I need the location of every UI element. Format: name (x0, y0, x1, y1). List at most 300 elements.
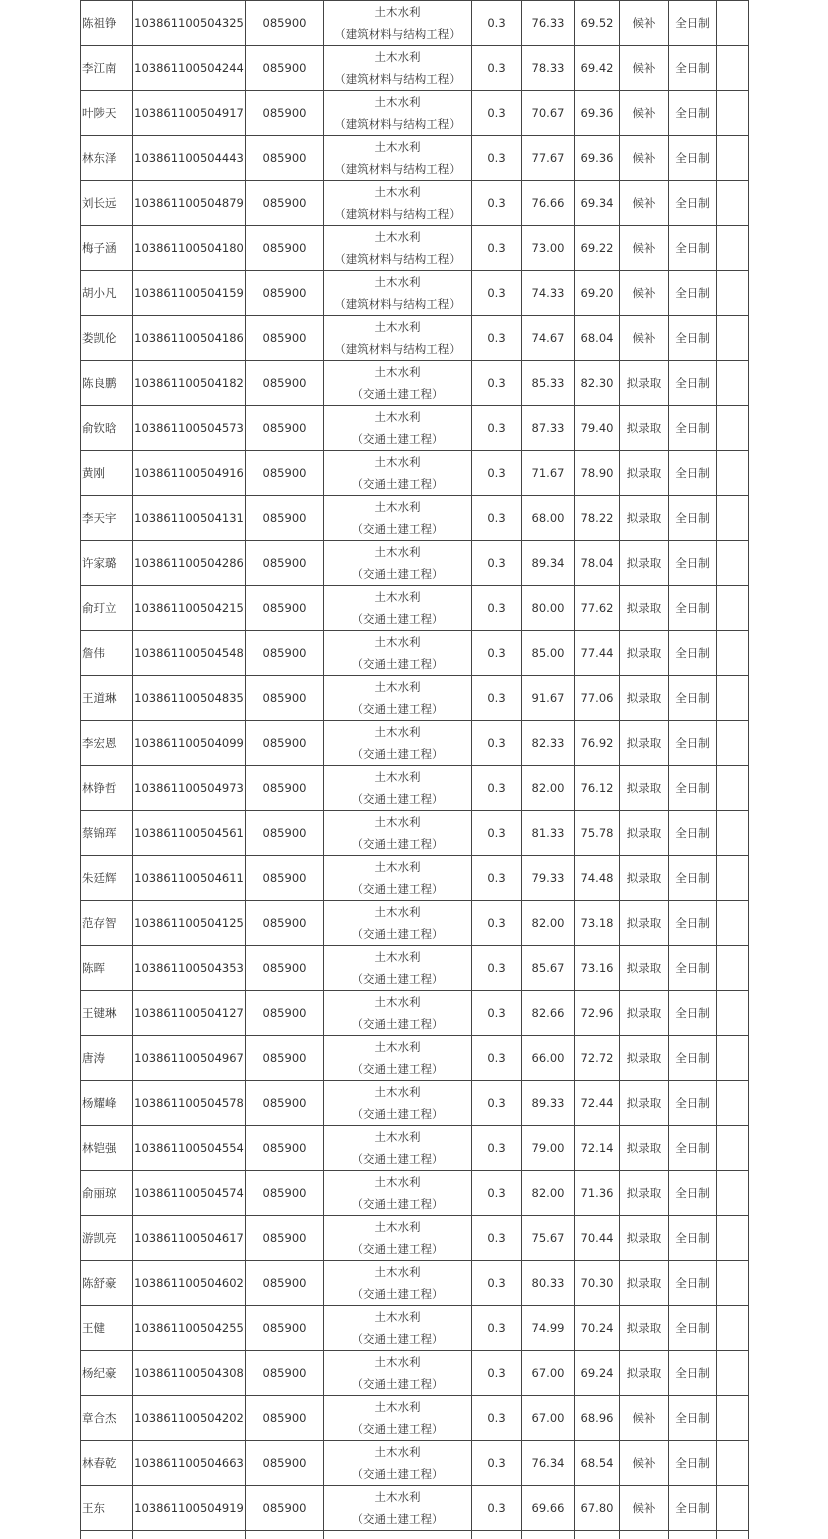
cell-remark (717, 46, 749, 91)
cell-major-code: 085900 (246, 541, 324, 586)
cell-major-code: 085900 (246, 1441, 324, 1486)
cell-status: 拟录取 (620, 1306, 669, 1351)
major-line-1: 土木水利 (324, 1171, 471, 1193)
cell-interview-score: 78.33 (522, 46, 575, 91)
table-row (81, 856, 749, 901)
cell-status: 候补 (620, 1396, 669, 1441)
cell-major-code: 085900 (246, 631, 324, 676)
cell-status: 拟录取 (620, 1126, 669, 1171)
major-line-1: 土木水利 (324, 136, 471, 158)
major-line-2: （交通土建工程） (324, 1238, 471, 1260)
cell-name: 俞钦晗 (81, 406, 133, 451)
cell-major-code: 085900 (246, 451, 324, 496)
cell-name: 陈舒豪 (81, 1261, 133, 1306)
cell-name: 娄凯伦 (81, 316, 133, 361)
major-line-1: 土木水利 (324, 361, 471, 383)
cell-weight: 0.3 (472, 991, 522, 1036)
cell-remark (717, 586, 749, 631)
cell-status: 拟录取 (620, 991, 669, 1036)
cell-exam-id: 103861100504602 (133, 1261, 246, 1306)
cell-major-code: 085900 (246, 1216, 324, 1261)
cell-remark (717, 946, 749, 991)
cell-study-mode: 全日制 (669, 721, 717, 766)
cell-major-code: 085900 (246, 1261, 324, 1306)
cell-weight: 0.3 (472, 91, 522, 136)
cell-name: 王东 (81, 1486, 133, 1531)
cell-major-code: 085900 (246, 946, 324, 991)
cell-study-mode: 全日制 (669, 586, 717, 631)
major-line-1: 土木水利 (324, 1, 471, 23)
admission-list-sheet (80, 0, 748, 1539)
table-row (81, 1036, 749, 1081)
major-line-2: （交通土建工程） (324, 1148, 471, 1170)
cell-weight: 0.3 (472, 1126, 522, 1171)
cell-status: 拟录取 (620, 811, 669, 856)
cell-total-score: 69.52 (575, 1, 620, 46)
cell-status: 候补 (620, 1486, 669, 1531)
cell-total-score: 67.80 (575, 1486, 620, 1531)
cell-status: 拟录取 (620, 676, 669, 721)
major-line-1: 土木水利 (324, 406, 471, 428)
cell-study-mode: 全日制 (669, 991, 717, 1036)
major-line-1: 土木水利 (324, 1486, 471, 1508)
cell-weight: 0.3 (472, 1171, 522, 1216)
cell-name: 王道琳 (81, 676, 133, 721)
cell-study-mode: 全日制 (669, 361, 717, 406)
cell-major-code: 085900 (246, 271, 324, 316)
cell-major (324, 856, 472, 901)
cell-total-score: 70.44 (575, 1216, 620, 1261)
cell-exam-id: 103861100504973 (133, 766, 246, 811)
cell-study-mode: 全日制 (669, 1081, 717, 1126)
cell-name: 黄刚 (81, 451, 133, 496)
cell-total-score: 78.04 (575, 541, 620, 586)
table-row (81, 1396, 749, 1441)
cell-major (324, 316, 472, 361)
cell-remark (717, 1441, 749, 1486)
cell-major-code: 085900 (246, 496, 324, 541)
cell-weight: 0.3 (472, 361, 522, 406)
cell-study-mode: 全日制 (669, 766, 717, 811)
cell-weight: 0.3 (472, 1486, 522, 1531)
cell-major (324, 1036, 472, 1081)
major-line-1: 土木水利 (324, 586, 471, 608)
table-row (81, 1441, 749, 1486)
cell-total-score: 69.36 (575, 136, 620, 181)
cell-major (324, 766, 472, 811)
cell-remark (717, 451, 749, 496)
major-line-1: 土木水利 (324, 1351, 471, 1373)
cell-study-mode: 全日制 (669, 1, 717, 46)
table-row (81, 631, 749, 676)
major-line-2: （建筑材料与结构工程） (324, 293, 471, 315)
cell-exam-id: 103861100504180 (133, 226, 246, 271)
table-row (81, 406, 749, 451)
cell-total-score: 76.12 (575, 766, 620, 811)
cell-status: 拟录取 (620, 631, 669, 676)
cell-major (324, 91, 472, 136)
cell-study-mode: 全日制 (669, 271, 717, 316)
cell-name: 李天宇 (81, 496, 133, 541)
table-row (81, 181, 749, 226)
cell-total-score: 69.34 (575, 181, 620, 226)
cell-name: 陈祖铮 (81, 1, 133, 46)
cell-total-score: 69.36 (575, 91, 620, 136)
cell-name: 杨耀峰 (81, 1081, 133, 1126)
cell-major (324, 586, 472, 631)
cell-total-score: 68.96 (575, 1396, 620, 1441)
cell-major-code: 085900 (246, 901, 324, 946)
cell-study-mode: 全日制 (669, 1216, 717, 1261)
major-line-2: （交通土建工程） (324, 698, 471, 720)
cell-total-score: 76.92 (575, 721, 620, 766)
cell-study-mode: 全日制 (669, 91, 717, 136)
cell-major-code: 085900 (246, 406, 324, 451)
cell-interview-score: 75.67 (522, 1216, 575, 1261)
cell-interview-score: 85.67 (522, 946, 575, 991)
cell-major-code: 085900 (246, 1081, 324, 1126)
cell-weight: 0.3 (472, 856, 522, 901)
cell-study-mode: 全日制 (669, 676, 717, 721)
cell-exam-id: 103861100504215 (133, 586, 246, 631)
cell-weight: 0.3 (472, 1396, 522, 1441)
cell-interview-score: 74.67 (522, 316, 575, 361)
cell-total-score: 70.30 (575, 1261, 620, 1306)
cell-study-mode: 全日制 (669, 1351, 717, 1396)
table-body (81, 1, 749, 1539)
cell-study-mode: 全日制 (669, 316, 717, 361)
table-row (81, 46, 749, 91)
cell-major-code: 085900 (246, 181, 324, 226)
cell-exam-id: 103861100504244 (133, 46, 246, 91)
cell-major-code: 085900 (246, 721, 324, 766)
cell-status: 拟录取 (620, 766, 669, 811)
major-line-1: 土木水利 (324, 1306, 471, 1328)
cell-major-code: 085900 (246, 856, 324, 901)
cell-total-score: 73.16 (575, 946, 620, 991)
cell-total-score: 79.40 (575, 406, 620, 451)
cell-remark (717, 991, 749, 1036)
cell-status: 拟录取 (620, 1081, 669, 1126)
table-row (81, 226, 749, 271)
cell-interview-score: 82.66 (522, 991, 575, 1036)
table-row (81, 271, 749, 316)
cell-interview-score: 76.66 (522, 181, 575, 226)
cell-major (324, 1216, 472, 1261)
cell-major (324, 1081, 472, 1126)
cell-exam-id: 103861100504554 (133, 1126, 246, 1171)
major-line-1: 土木水利 (324, 1036, 471, 1058)
cell-major (324, 1306, 472, 1351)
cell-study-mode: 全日制 (669, 946, 717, 991)
major-line-1: 土木水利 (324, 226, 471, 248)
major-line-2: （交通土建工程） (324, 653, 471, 675)
cell-weight: 0.3 (472, 541, 522, 586)
cell-major-code: 085900 (246, 91, 324, 136)
cell-name: 林春乾 (81, 1441, 133, 1486)
major-line-2: （交通土建工程） (324, 833, 471, 855)
major-line-1: 土木水利 (324, 181, 471, 203)
cell-major (324, 1441, 472, 1486)
major-line-2: （建筑材料与结构工程） (324, 113, 471, 135)
table-row (81, 811, 749, 856)
table-row (81, 1216, 749, 1261)
cell-total-score: 72.96 (575, 991, 620, 1036)
cell-exam-id: 103861100504835 (133, 676, 246, 721)
cell-status: 拟录取 (620, 1351, 669, 1396)
cell-exam-id: 103861100504099 (133, 721, 246, 766)
cell-exam-id: 103861100504916 (133, 451, 246, 496)
cell-interview-score: 69.66 (522, 1486, 575, 1531)
cell-major-code: 085900 (246, 1486, 324, 1531)
cell-status: 拟录取 (620, 496, 669, 541)
major-line-1: 土木水利 (324, 316, 471, 338)
major-line-2: （交通土建工程） (324, 788, 471, 810)
cell-name: 蔡锦珲 (81, 811, 133, 856)
table-row (81, 1126, 749, 1171)
cell-status: 候补 (620, 181, 669, 226)
major-line-2: （建筑材料与结构工程） (324, 338, 471, 360)
table-row (81, 901, 749, 946)
cell-status: 拟录取 (620, 946, 669, 991)
cell-name: 王键琳 (81, 991, 133, 1036)
cell-exam-id: 103861100504573 (133, 406, 246, 451)
cell-name: 许家璐 (81, 541, 133, 586)
table-row (81, 676, 749, 721)
cell-total-score: 75.78 (575, 811, 620, 856)
cell-exam-id: 103861100504159 (133, 271, 246, 316)
cell-major (324, 991, 472, 1036)
cell-total-score: 70.24 (575, 1306, 620, 1351)
cell-remark (717, 901, 749, 946)
cell-interview-score: 70.67 (522, 91, 575, 136)
cell-interview-score: 89.33 (522, 1081, 575, 1126)
major-line-2: （交通土建工程） (324, 473, 471, 495)
cell-name: 陈良鹏 (81, 361, 133, 406)
cell-interview-score: 80.33 (522, 1261, 575, 1306)
cell-weight: 0.3 (472, 271, 522, 316)
cell-weight: 0.3 (472, 451, 522, 496)
cell-interview-score: 79.00 (522, 1126, 575, 1171)
cell-status: 候补 (620, 1441, 669, 1486)
cell-major-code: 085900 (246, 586, 324, 631)
cell-weight: 0.3 (472, 631, 522, 676)
cell-name: 杨纪豪 (81, 1351, 133, 1396)
cell-weight: 0.3 (472, 1081, 522, 1126)
cell-study-mode: 全日制 (669, 46, 717, 91)
major-line-2: （交通土建工程） (324, 1103, 471, 1125)
cell-exam-id: 103861100504917 (133, 91, 246, 136)
cell-interview-score: 91.67 (522, 676, 575, 721)
cell-study-mode: 全日制 (669, 856, 717, 901)
cell-remark (717, 181, 749, 226)
cell-exam-id: 103861100504255 (133, 1306, 246, 1351)
table-row (81, 541, 749, 586)
cell-total-score: 82.30 (575, 361, 620, 406)
major-line-1: 土木水利 (324, 811, 471, 833)
cell-remark (717, 1306, 749, 1351)
table-row (81, 316, 749, 361)
cell-interview-score: 66.00 (522, 1036, 575, 1081)
cell-remark (717, 136, 749, 181)
cell-remark (717, 1351, 749, 1396)
table-row (81, 1081, 749, 1126)
cell-study-mode: 全日制 (669, 1261, 717, 1306)
cell-major-code: 085900 (246, 46, 324, 91)
cell-remark (717, 1486, 749, 1531)
cell-study-mode: 全日制 (669, 226, 717, 271)
major-line-1: 土木水利 (324, 1216, 471, 1238)
major-line-1: 土木水利 (324, 766, 471, 788)
major-line-1: 土木水利 (324, 541, 471, 563)
cell-total-score: 73.18 (575, 901, 620, 946)
table-row (81, 361, 749, 406)
table-row (81, 586, 749, 631)
cell-major-code: 085900 (246, 136, 324, 181)
cell-status: 拟录取 (620, 541, 669, 586)
cell-exam-id: 103861100504127 (133, 991, 246, 1036)
cell-weight: 0.3 (472, 676, 522, 721)
cell-total-score: 72.44 (575, 1081, 620, 1126)
major-line-2: （交通土建工程） (324, 1328, 471, 1350)
major-line-1: 土木水利 (324, 1441, 471, 1463)
cell-interview-score: 74.33 (522, 271, 575, 316)
cell-interview-score: 85.00 (522, 631, 575, 676)
cell-study-mode: 全日制 (669, 181, 717, 226)
cell-exam-id: 103861100504308 (133, 1351, 246, 1396)
cell-name: 游凯亮 (81, 1216, 133, 1261)
major-line-1: 土木水利 (324, 631, 471, 653)
table-row (81, 1351, 749, 1396)
cell-exam-id: 103861100504186 (133, 316, 246, 361)
cell-major (324, 676, 472, 721)
major-line-1: 土木水利 (324, 991, 471, 1013)
cell-interview-score: 71.67 (522, 451, 575, 496)
major-line-1: 土木水利 (324, 856, 471, 878)
cell-study-mode: 全日制 (669, 811, 717, 856)
major-line-2: （交通土建工程） (324, 1373, 471, 1395)
cell-exam-id: 103861100504574 (133, 1171, 246, 1216)
cell-name: 俞丽琼 (81, 1171, 133, 1216)
cell-study-mode: 全日制 (669, 136, 717, 181)
cell-study-mode: 全日制 (669, 1396, 717, 1441)
cell-weight: 0.3 (472, 901, 522, 946)
cell-remark (717, 1171, 749, 1216)
cell-total-score: 74.48 (575, 856, 620, 901)
cell-major-code: 085900 (246, 1306, 324, 1351)
cell-status: 候补 (620, 1, 669, 46)
cell-major (324, 406, 472, 451)
cell-interview-score: 76.33 (522, 1, 575, 46)
cell-major (324, 46, 472, 91)
cell-weight: 0.3 (472, 1036, 522, 1081)
cell-remark (717, 856, 749, 901)
major-line-2: （交通土建工程） (324, 1193, 471, 1215)
cell-major (324, 136, 472, 181)
cell-name: 林铠强 (81, 1126, 133, 1171)
cell-total-score: 69.42 (575, 46, 620, 91)
cell-name: 林铮哲 (81, 766, 133, 811)
major-line-1: 土木水利 (324, 46, 471, 68)
cell-exam-id: 103861100504131 (133, 496, 246, 541)
major-line-2: （建筑材料与结构工程） (324, 158, 471, 180)
cell-remark (717, 91, 749, 136)
cell-major-code: 085900 (246, 1396, 324, 1441)
cell-remark (717, 1261, 749, 1306)
cell-remark (717, 811, 749, 856)
cell-exam-id: 103861100504353 (133, 946, 246, 991)
major-line-2: （交通土建工程） (324, 518, 471, 540)
cell-study-mode: 全日制 (669, 1306, 717, 1351)
cell-exam-id: 103861100504561 (133, 811, 246, 856)
table-row (81, 766, 749, 811)
cell-status: 拟录取 (620, 1036, 669, 1081)
cell-status: 候补 (620, 316, 669, 361)
cell-exam-id: 103861100504967 (133, 1036, 246, 1081)
cell-remark (717, 271, 749, 316)
cell-major (324, 181, 472, 226)
table-row (81, 1486, 749, 1531)
cell-remark (717, 1216, 749, 1261)
cell-major (324, 496, 472, 541)
cell-major (324, 946, 472, 991)
major-line-1: 土木水利 (324, 1081, 471, 1103)
table-row (81, 1171, 749, 1216)
cell-major (324, 631, 472, 676)
cell-status: 拟录取 (620, 1261, 669, 1306)
cell-interview-score: 82.00 (522, 766, 575, 811)
cell-total-score: 69.24 (575, 1351, 620, 1396)
cell-exam-id: 103861100504663 (133, 1441, 246, 1486)
cell-study-mode: 全日制 (669, 1126, 717, 1171)
cell-weight: 0.3 (472, 226, 522, 271)
table-row (81, 496, 749, 541)
major-line-2: （交通土建工程） (324, 428, 471, 450)
major-line-1: 土木水利 (324, 1396, 471, 1418)
cell-weight: 0.3 (472, 766, 522, 811)
cell-major (324, 451, 472, 496)
table-row (81, 991, 749, 1036)
cell-name: 范存智 (81, 901, 133, 946)
cell-exam-id: 103861100504548 (133, 631, 246, 676)
major-line-2: （交通土建工程） (324, 1013, 471, 1035)
cell-interview-score: 82.00 (522, 901, 575, 946)
cell-weight: 0.3 (472, 946, 522, 991)
cell-study-mode: 全日制 (669, 541, 717, 586)
cell-weight: 0.3 (472, 136, 522, 181)
major-line-1: 土木水利 (324, 901, 471, 923)
major-line-2: （交通土建工程） (324, 608, 471, 630)
cell-name: 李宏恩 (81, 721, 133, 766)
cell-interview-score: 82.33 (522, 721, 575, 766)
cell-status: 拟录取 (620, 1171, 669, 1216)
cell-major (324, 811, 472, 856)
cell-study-mode: 全日制 (669, 901, 717, 946)
table-row (81, 1261, 749, 1306)
cell-major (324, 1126, 472, 1171)
cell-interview-score: 73.00 (522, 226, 575, 271)
cell-study-mode: 全日制 (669, 1486, 717, 1531)
major-line-1: 土木水利 (324, 676, 471, 698)
major-line-1: 土木水利 (324, 1261, 471, 1283)
major-line-2: （建筑材料与结构工程） (324, 68, 471, 90)
cell-name: 陈晖 (81, 946, 133, 991)
cell-remark (717, 496, 749, 541)
cell-exam-id: 103861100504578 (133, 1081, 246, 1126)
cell-major-code: 085900 (246, 1351, 324, 1396)
cell-weight: 0.3 (472, 1216, 522, 1261)
cell-name: 王健 (81, 1306, 133, 1351)
